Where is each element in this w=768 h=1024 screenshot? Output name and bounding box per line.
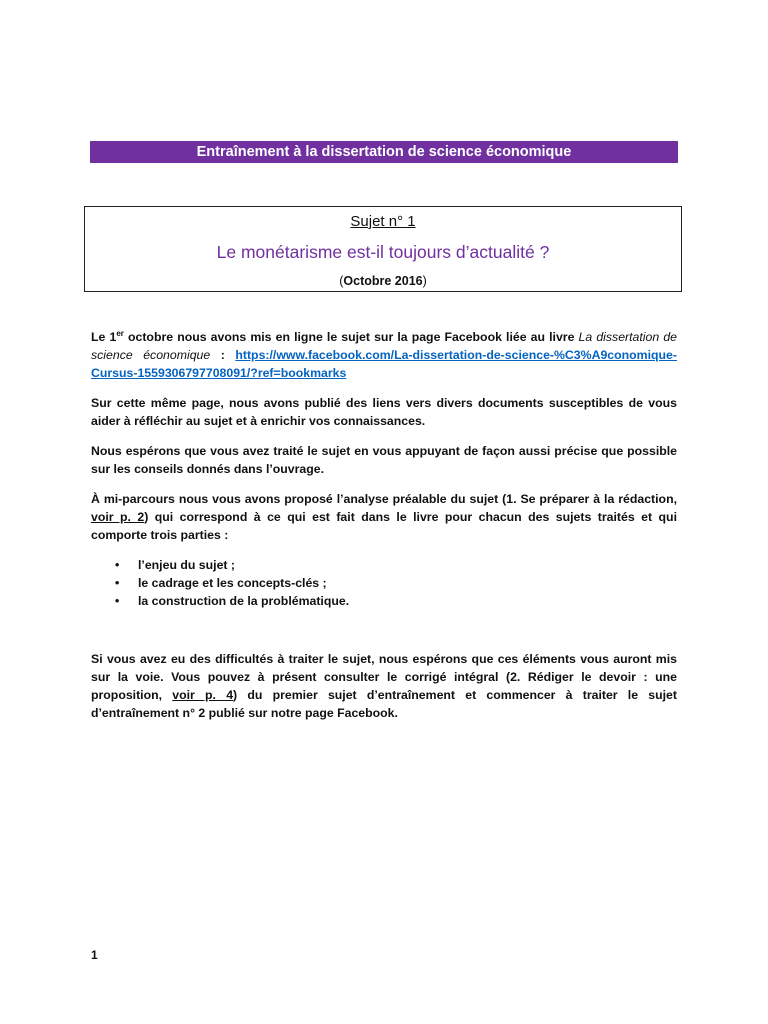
bullet-icon: • xyxy=(115,594,120,608)
analysis-section-ref: 1. Se préparer à la rédaction, xyxy=(506,492,677,506)
subject-number: Sujet n° 1 xyxy=(350,213,416,230)
conclusion-text-end: ) du premier sujet d’entraînement et commencer à traiter le sujet d’entraînement n° 2 publié sur notre page Facebook. xyxy=(91,688,677,720)
paragraph-analysis xyxy=(91,490,677,544)
paragraph-hope: Nous espérons que vous avez traité le sujet en vous appuyant de façon aussi précise que possible sur les conseils donnés dans l’ouvrage. xyxy=(91,444,677,476)
list-item xyxy=(91,574,677,592)
list-item-text: le cadrage et les concepts-clés ; xyxy=(138,576,327,590)
conclusion-page-ref: voir p. 4 xyxy=(172,688,234,702)
analysis-text-start: À mi-parcours nous vous avons proposé l’analyse préalable du sujet ( xyxy=(91,492,507,506)
conclusion-text-start: Si vous avez eu des difficultés à traiter le sujet, nous espérons que ces éléments vous auront mis sur la voie. Vous pouvez à présent consulter le corrigé intégral ( xyxy=(91,652,677,684)
intro-text-middle: octobre nous avons mis en ligne le sujet sur la page Facebook liée au livre xyxy=(123,330,579,344)
date-open-paren: ( xyxy=(339,274,344,288)
analysis-page-ref: voir p. 2 xyxy=(91,510,145,524)
facebook-link[interactable]: https://www.facebook.com/La-dissertation-de-science-%C3%A9conomique-Cursus-1559306797708091/?ref=bookmarks xyxy=(91,348,677,380)
conclusion-section-ref: 2. Rédiger le devoir : une proposition, xyxy=(91,670,677,702)
subject-date xyxy=(85,274,681,288)
document-body xyxy=(91,328,677,734)
list-item-text: la construction de la problématique. xyxy=(138,594,350,608)
book-title: La dissertation de science économique xyxy=(91,330,677,362)
intro-text-colon: : xyxy=(210,348,236,362)
parts-list xyxy=(91,556,677,610)
subject-box xyxy=(84,206,682,292)
banner-title: Entraînement à la dissertation de science économique xyxy=(196,144,572,160)
list-item xyxy=(91,556,677,574)
bullet-icon: • xyxy=(115,576,120,590)
subject-title: Le monétarisme est-il toujours d’actualité ? xyxy=(216,242,550,262)
date-close-paren: ) xyxy=(422,274,427,288)
paragraph-links: Sur cette même page, nous avons publié des liens vers divers documents susceptibles de vous aider à réfléchir au sujet et à enrichir vos connaissances. xyxy=(91,396,677,428)
paragraph-intro xyxy=(91,328,677,382)
analysis-text-end: ) qui correspond à ce qui est fait dans le livre pour chacun des sujets traités et qui comporte trois parties : xyxy=(91,510,677,542)
page-number: 1 xyxy=(91,948,98,962)
date-text: Octobre 2016 xyxy=(343,274,423,288)
bullet-icon: • xyxy=(115,558,120,572)
paragraph-conclusion xyxy=(91,650,677,722)
list-item-text: l’enjeu du sujet ; xyxy=(138,558,236,572)
document-banner xyxy=(90,141,678,163)
ordinal-superscript: er xyxy=(116,328,124,338)
list-item xyxy=(91,592,677,610)
intro-text-start: Le 1 xyxy=(91,330,117,344)
